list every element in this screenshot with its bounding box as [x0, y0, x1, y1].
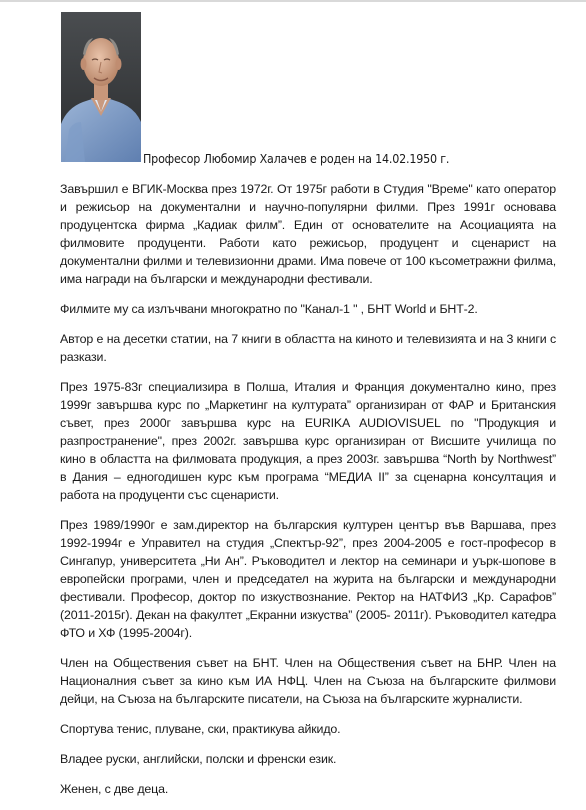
paragraph-sports: Спортува тенис, плуване, ски, практикува айкидо.: [60, 722, 341, 736]
portrait-image: [61, 12, 141, 162]
paragraph-family: Женен, с две деца.: [60, 782, 169, 796]
paragraph-author: Автор е на десетки статии, на 7 книги в областта на киното и телевизията и на 3 книги с разкази.: [60, 332, 556, 364]
biography-text: [60, 180, 556, 810]
paragraph-languages: Владее руски, английски, полски и френски език.: [60, 752, 337, 766]
portrait-photo: [61, 12, 141, 162]
paragraph-specializations: През 1975-83г специализира в Полша, Италия и Франция документално кино, през 1999г завършва курс по „Маркетинг на културата” организиран от ФАР и Британския съвет, през 2000г завършва курс на EURIKA AUDIOVISUEL по "Продукция и разпространение", през 2002г. завършва курс организиран от Висшите училища по кино в областта на филмовата продукция, а през 2003г. завършва “North by Northwest” в Дания – едногодишен курс към програма “МЕДИА II” за сценарна консултация и работа на продуценти със сценаристи.: [60, 380, 556, 502]
top-border: [0, 0, 586, 2]
caption: Професор Любомир Халачев е роден на 14.02.1950 г.: [143, 151, 450, 166]
paragraph-education: Завършил е ВГИК-Москва през 1972г. От 1975г работи в Студия "Време" като оператор и режисьор на документални и научно-популярни филми. През 1991г основава продуцентска фирма „Кадиак филм”. Един от основателите на Асоциацията на филмовите продуценти. Работи като режисьор, продуцент и сценарист на документални филми и телевизионни драми. Има повече от 100 късометражни филма, има награди на български и международни фестивали.: [60, 182, 556, 286]
paragraph-positions: През 1989/1990г е зам.директор на българския културен център във Варшава, през 1992-1994г е Управител на студия „Спектър-92”, през 2004-2005 е гост-професор в Сингапур, университета „Ни Ан”. Ръководител и лектор на семинари и уърк-шопове в европейски програми, член и председател на журита на български и международни фестивали. Професор, доктор по изкуствознание. Ректор на НАТФИЗ „Кр. Сарафов” (2011-2015г). Декан на факултет „Екранни изкуства” (2005- 2011г). Ръководител катедра ФТО и ХФ (1995-2004г).: [60, 518, 556, 640]
paragraph-broadcasts: Филмите му са излъчвани многократно по "Канал-1 " , БНТ World и БНТ-2.: [60, 302, 478, 316]
paragraph-memberships: Член на Обществения съвет на БНТ. Член на Обществения съвет на БНР. Член на Националния съвет за кино към ИА НФЦ. Член на Съюза на българските филмови дейци, на Съюза на българските писатели, на Съюза на българските журналисти.: [60, 656, 556, 706]
